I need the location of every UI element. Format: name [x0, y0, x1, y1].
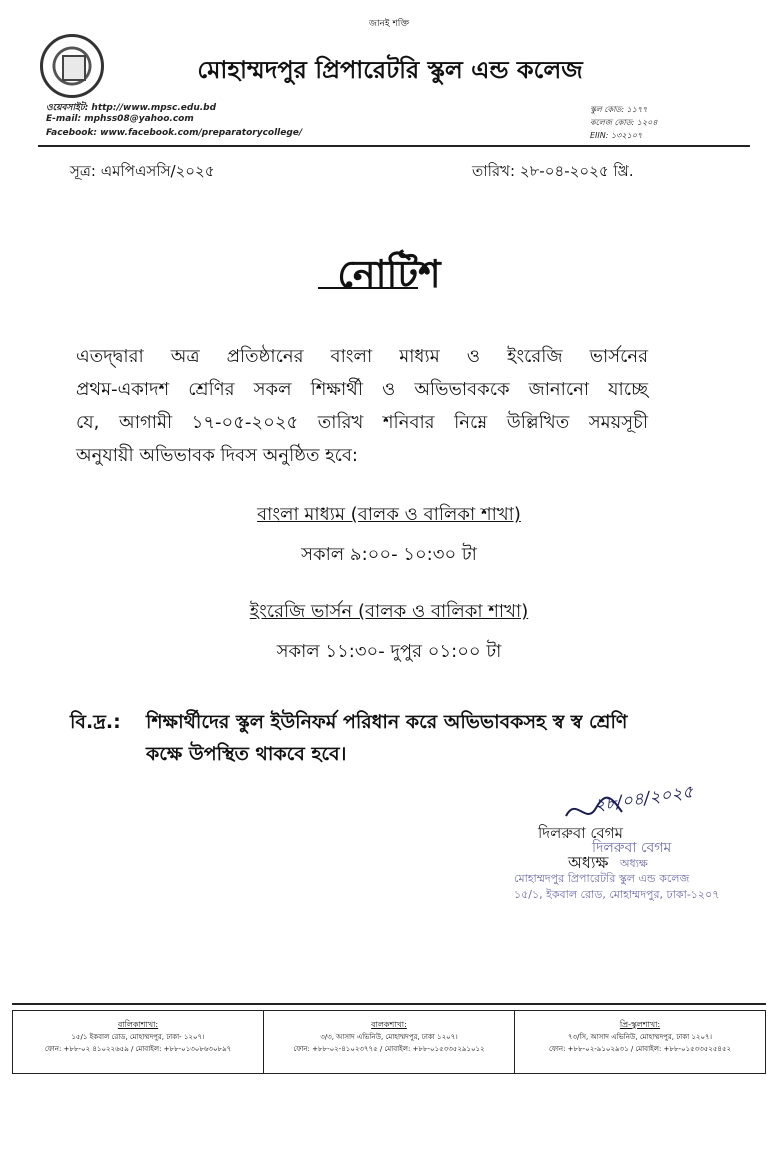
school-code: স্কুল কোড: ১১৭৭ — [590, 105, 648, 114]
footer-heading: বালিকাশাখা: — [117, 1020, 159, 1029]
facebook-text: Facebook: www.facebook.com/preparatorycollege/ — [46, 128, 303, 138]
principal-title: অধ্যক্ষ — [568, 853, 609, 872]
footer-phone: ফোন: +৮৮-০২-৪১০২৩৭৭৫ / মোবাইল: +৮৮-০১৫৩৩৫২৯১০১২ — [293, 1045, 485, 1053]
website-text: ওয়েবসাইট: http://www.mpsc.edu.bd — [46, 103, 217, 113]
email-text: E-mail: mphss08@yahoo.com — [46, 114, 194, 124]
logo-emblem-icon — [62, 55, 86, 81]
school-motto: জানই শক্তি — [368, 19, 410, 29]
footer-phone: ফোন: +৮৮-০২-৯১০২৯৩১ / মোবাইল: +৮৮-০১৫৩৩৫২৫৪৫২ — [548, 1045, 732, 1053]
footer-address: ১৫/১ ইকবাল রোড, মোহাম্মদপুর, ঢাকা- ১২০৭। — [71, 1033, 205, 1041]
reference-number: সূত্র: এমপিএসসি/২০২৫ — [70, 162, 215, 180]
footer-divider — [12, 1003, 766, 1005]
seal-title: অধ্যক্ষ — [620, 857, 648, 870]
handwritten-date: ২৮/০৪/২০২৫ — [592, 782, 695, 816]
note-line-2: কক্ষে উপস্থিত থাকবে হবে। — [146, 743, 347, 765]
footer-address: ৭৩/সি, আসাদ এভিনিউ, মোহাম্মদপুর, ঢাকা ১২০৭। — [567, 1033, 713, 1041]
footer-preschool-branch — [515, 1011, 765, 1073]
body-line-4: অনুযায়ী অভিভাবক দিবস অনুষ্ঠিত হবে: — [76, 445, 358, 466]
notice-date: তারিখ: ২৮-০৪-২০২৫ খ্রি. — [472, 162, 634, 180]
footer-girls-branch — [13, 1011, 263, 1073]
footer-boys-branch — [264, 1011, 514, 1073]
school-name: মোহাম্মদপুর প্রিপারেটরি স্কুল এন্ড কলেজ — [197, 56, 583, 84]
seal-address: ১৫/১, ইকবাল রোড, মোহাম্মদপুর, ঢাকা-১২০৭ — [514, 888, 720, 901]
principal-name: দিলরুবা বেগম — [538, 824, 623, 842]
schedule-heading-bangla: বাংলা মাধ্যম (বালক ও বালিকা শাখা) — [257, 504, 521, 525]
footer-heading: বালকশাখা: — [371, 1020, 407, 1029]
footer-address: ৩/৩, আসাদ এভিনিউ, মোহাম্মদপুর, ঢাকা ১২০৭। — [320, 1033, 458, 1041]
body-line-1: এতদ্দ্বারা অত্র প্রতিষ্ঠানের বাংলা মাধ্যম ও ইংরেজি ভার্সনের — [76, 346, 648, 367]
seal-name: দিলরুবা বেগম — [592, 840, 672, 856]
eiin-code: EIIN: ১৩২১০৭ — [590, 131, 643, 140]
header-divider — [38, 145, 750, 147]
college-code: কলেজ কোড: ১২০৪ — [590, 118, 658, 127]
body-line-2: প্রথম-একাদশ শ্রেণির সকল শিক্ষার্থী ও অভিভাবককে জানানো যাচ্ছে — [76, 379, 648, 400]
title-underline — [318, 287, 418, 289]
note-line-1: শিক্ষার্থীদের স্কুল ইউনিফর্ম পরিধান করে অভিভাবকসহ স্ব স্ব শ্রেণি — [146, 711, 628, 733]
note-label: বি.দ্র.: — [70, 711, 121, 733]
notice-title: নোটিশ — [337, 252, 441, 296]
footer-box — [12, 1010, 766, 1074]
body-line-3: যে, আগামী ১৭-০৫-২০২৫ তারিখ শনিবার নিম্নে উল্লিখিত সময়সূচী — [76, 412, 648, 433]
seal-school: মোহাম্মদপুর প্রিপারেটরি স্কুল এন্ড কলেজ — [514, 872, 690, 885]
schedule-heading-english: ইংরেজি ভার্সন (বালক ও বালিকা শাখা) — [249, 601, 529, 622]
footer-phone: ফোন: +৮৮-০২ ৪১০২২৬৫৯ / মোবাইল: +৮৮-০১৩০৮৬৩০৮৯৭ — [44, 1045, 232, 1053]
school-logo — [40, 34, 104, 98]
schedule-time-english: সকাল ১১:৩০- দুপুর ০১:০০ টা — [276, 641, 502, 662]
footer-heading: প্রি-স্কুলশাখা: — [619, 1020, 661, 1029]
schedule-time-bangla: সকাল ৯:০০- ১০:৩০ টা — [301, 544, 477, 565]
